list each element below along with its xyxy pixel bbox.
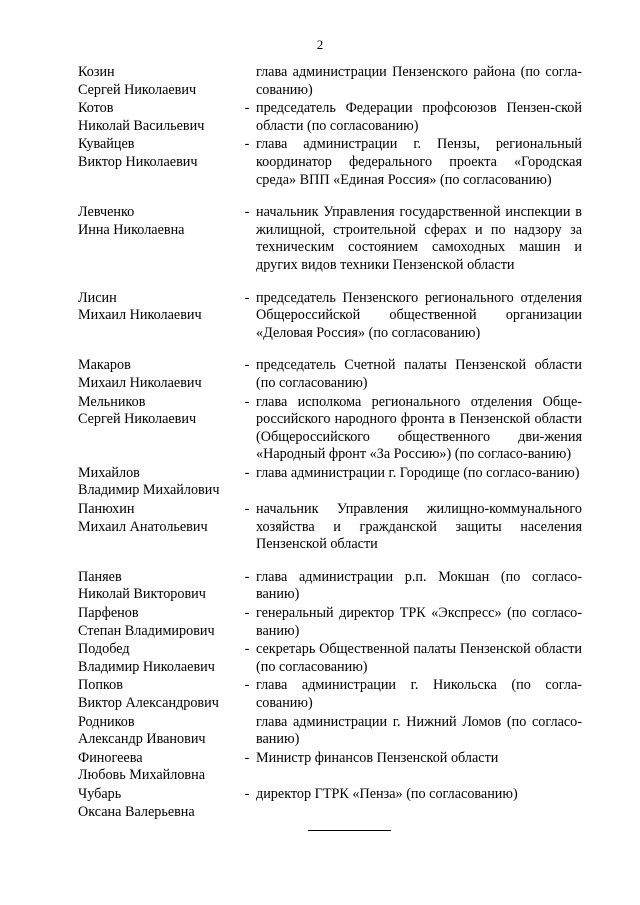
- member-name: [78, 100, 238, 135]
- member-row: [78, 786, 582, 821]
- member-given-name: Михаил Анатольевич: [78, 518, 208, 535]
- member-name: [78, 750, 238, 785]
- member-dash: -: [244, 641, 250, 658]
- member-surname: Подобед: [78, 641, 130, 658]
- member-dash: -: [244, 136, 250, 153]
- member-row: [78, 290, 582, 343]
- member-given-name: Степан Владимирович: [78, 622, 215, 639]
- member-given-name: Любовь Михайловна: [78, 767, 206, 784]
- member-dash: -: [244, 605, 250, 622]
- member-role: председатель Счетной палаты Пензенской области (по согласованию): [256, 357, 582, 391]
- end-divider-line: [308, 830, 391, 831]
- member-role: глава администрации Пензенского района (по согла-сованию): [256, 64, 582, 98]
- member-name: [78, 357, 238, 392]
- member-role: начальник Управления жилищно-коммунального хозяйства и гражданской защиты населения Пензенской области: [256, 501, 582, 553]
- member-given-name: Виктор Александрович: [78, 695, 219, 711]
- member-dash: -: [244, 100, 250, 117]
- member-row: [78, 641, 582, 676]
- member-dash: [238, 714, 256, 749]
- member-surname: Михайлов: [78, 464, 140, 481]
- member-surname: Лисин: [78, 289, 117, 306]
- member-dash: -: [244, 568, 250, 585]
- member-surname: Макаров: [78, 357, 131, 374]
- member-surname: Финогеева: [78, 749, 143, 766]
- commission-members-list: [78, 64, 582, 822]
- member-row: [78, 100, 582, 135]
- member-given-name: Владимир Николаевич: [78, 658, 215, 675]
- member-given-name: Владимир Михайлович: [78, 482, 220, 499]
- member-name: [78, 569, 238, 604]
- member-name: [78, 204, 238, 274]
- member-name: [78, 714, 238, 749]
- member-row: [78, 677, 582, 712]
- member-row: [78, 394, 582, 464]
- member-surname: Кувайцев: [78, 136, 135, 153]
- member-name: [78, 465, 238, 500]
- member-dash: -: [244, 204, 250, 221]
- member-surname: Панюхин: [78, 501, 135, 518]
- member-row: [78, 501, 582, 554]
- member-dash: -: [244, 677, 250, 694]
- member-given-name: Виктор Николаевич: [78, 153, 198, 170]
- member-dash: -: [244, 464, 250, 481]
- member-name: [78, 786, 238, 821]
- member-role: директор ГТРК «Пенза» (по согласованию): [256, 785, 518, 802]
- page-number: 2: [316, 37, 324, 52]
- member-role: начальник Управления государственной инспекции в жилищной, строительной сферах и по надзору за техническим состоянием самоходных машин и других видов техники Пензенской области: [256, 204, 582, 273]
- member-surname: Котов: [78, 100, 114, 117]
- member-role: глава администрации г. Городище (по согласо-ванию): [256, 464, 580, 481]
- member-dash: -: [244, 501, 250, 518]
- member-surname: Паняев: [78, 568, 122, 585]
- member-dash: -: [244, 749, 250, 766]
- member-name: [78, 290, 238, 343]
- member-surname: Родников: [78, 713, 135, 730]
- member-role: глава администрации г. Нижний Ломов (по согласо-ванию): [256, 713, 582, 748]
- member-given-name: Михаил Николаевич: [78, 374, 202, 391]
- member-dash: -: [244, 785, 250, 802]
- member-dash: -: [244, 393, 250, 410]
- member-name: [78, 641, 238, 676]
- member-surname: Попков: [78, 677, 123, 694]
- member-given-name: Сергей Николаевич: [78, 81, 197, 98]
- member-given-name: Инна Николаевна: [78, 221, 185, 238]
- member-given-name: Сергей Николаевич: [78, 411, 197, 428]
- member-name: [78, 394, 238, 464]
- member-dash: -: [244, 289, 250, 306]
- member-surname: Левченко: [78, 204, 135, 221]
- member-role: глава исполкома регионального отделения Обще-российского народного фронта в Пензенской области (Общероссийского общественного дви-жения «Народный фронт «За Россию») (по согласо-ванию): [256, 393, 582, 463]
- member-surname: Мельников: [78, 393, 146, 410]
- member-row: [78, 465, 582, 500]
- member-dash: [238, 64, 256, 99]
- member-row: [78, 569, 582, 604]
- member-row: [78, 64, 582, 99]
- member-row: [78, 136, 582, 189]
- member-given-name: Николай Васильевич: [78, 117, 205, 134]
- member-role: глава администрации р.п. Мокшан (по согласо-ванию): [256, 568, 582, 603]
- member-role: председатель Федерации профсоюзов Пензен-ской области (по согласованию): [256, 100, 582, 134]
- member-name: [78, 677, 238, 712]
- member-name: [78, 136, 238, 189]
- member-given-name: Александр Иванович: [78, 731, 206, 748]
- member-role: глава администрации г. Никольска (по согла-сованию): [256, 677, 582, 711]
- member-given-name: Оксана Валерьевна: [78, 803, 195, 820]
- member-role: генеральный директор ТРК «Экспресс» (по согласо-ванию): [256, 605, 582, 639]
- member-given-name: Николай Викторович: [78, 586, 206, 603]
- member-name: [78, 64, 238, 99]
- member-role: секретарь Общественной палаты Пензенской области (по согласованию): [256, 641, 582, 675]
- member-row: [78, 605, 582, 640]
- member-surname: Чубарь: [78, 785, 122, 802]
- member-name: [78, 501, 238, 554]
- member-row: [78, 204, 582, 274]
- member-role: Министр финансов Пензенской области: [256, 749, 499, 766]
- member-role: глава администрации г. Пензы, региональный координатор федерального проекта «Городская среда» ВПП «Единая Россия» (по согласованию): [256, 136, 582, 188]
- member-given-name: Михаил Николаевич: [78, 307, 202, 324]
- member-surname: Козин: [78, 64, 115, 80]
- member-role: председатель Пензенского регионального отделения Общероссийской общественной организации «Деловая Россия» (по согласованию): [256, 289, 582, 341]
- member-dash: -: [244, 357, 250, 374]
- member-row: [78, 714, 582, 749]
- member-name: [78, 605, 238, 640]
- member-row: [78, 750, 582, 785]
- member-row: [78, 357, 582, 392]
- member-surname: Парфенов: [78, 605, 139, 622]
